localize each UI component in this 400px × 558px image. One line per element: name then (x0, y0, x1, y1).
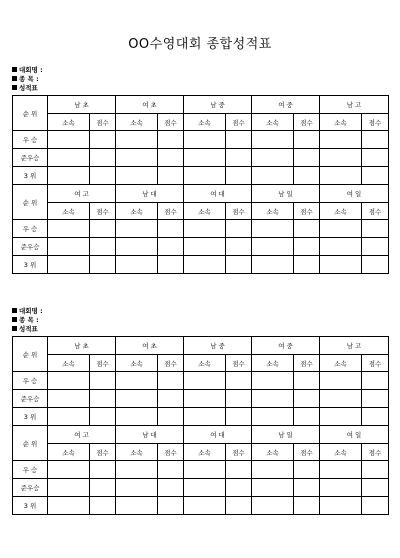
results-block-1 (12, 66, 388, 274)
group-header: 남 중 (184, 96, 252, 114)
sub-header-row (13, 444, 389, 461)
team-header: 소속 (184, 355, 226, 372)
rank-label: 우 승 (13, 461, 48, 479)
score-header: 점수 (90, 203, 116, 220)
rank-label: 준우승 (13, 479, 48, 497)
rank-label: 준우승 (13, 238, 48, 256)
event-label: 종 목 : (12, 75, 388, 84)
rank-label: 우 승 (13, 131, 48, 149)
team-header: 소속 (116, 203, 158, 220)
group-header: 남 일 (252, 185, 320, 203)
score-header: 점수 (362, 355, 389, 372)
group-header: 여 고 (48, 426, 116, 444)
table-row (13, 220, 389, 238)
square-bullet-icon (12, 76, 17, 81)
table-row (13, 256, 389, 274)
results-table-1 (12, 95, 389, 274)
square-bullet-icon (12, 326, 17, 331)
team-header: 소속 (184, 203, 226, 220)
group-header: 남 고 (320, 337, 389, 355)
score-header: 점수 (158, 444, 184, 461)
score-header: 점수 (90, 355, 116, 372)
score-header: 점수 (158, 114, 184, 131)
team-header: 소속 (252, 355, 294, 372)
team-header: 소속 (252, 444, 294, 461)
group-header: 여 중 (252, 96, 320, 114)
score-header: 점수 (294, 114, 320, 131)
team-header: 소속 (116, 444, 158, 461)
table-row (13, 390, 389, 408)
table-row (13, 408, 389, 426)
team-header: 소속 (252, 203, 294, 220)
team-header: 소속 (48, 203, 90, 220)
score-header: 점수 (294, 355, 320, 372)
group-header: 남 초 (48, 337, 116, 355)
group-header-row (13, 337, 389, 355)
team-header: 소속 (320, 203, 362, 220)
rank-header: 순 위 (13, 185, 48, 220)
rank-label: 우 승 (13, 220, 48, 238)
table-row (13, 131, 389, 149)
group-header-row (13, 185, 389, 203)
rank-header: 순 위 (13, 426, 48, 461)
table-row (13, 167, 389, 185)
group-header: 여 고 (48, 185, 116, 203)
score-header: 점수 (90, 444, 116, 461)
group-header: 여 일 (320, 426, 389, 444)
team-header: 소속 (116, 355, 158, 372)
group-header: 여 초 (116, 337, 184, 355)
table-row (13, 238, 389, 256)
rank-label: 3 위 (13, 167, 48, 185)
table-row (13, 479, 389, 497)
rank-label: 3 위 (13, 497, 48, 515)
team-header: 소속 (252, 114, 294, 131)
score-header: 점수 (362, 114, 389, 131)
results-label: 성적표 (12, 325, 388, 334)
team-header: 소속 (184, 444, 226, 461)
score-header: 점수 (226, 203, 252, 220)
table-row (13, 497, 389, 515)
group-header: 여 일 (320, 185, 389, 203)
rank-header: 순 위 (13, 337, 48, 372)
score-header: 점수 (226, 355, 252, 372)
square-bullet-icon (12, 308, 17, 313)
table-row (13, 149, 389, 167)
sub-header-row (13, 355, 389, 372)
rank-header: 순 위 (13, 96, 48, 131)
table-row (13, 372, 389, 390)
group-header: 여 중 (252, 337, 320, 355)
score-header: 점수 (294, 444, 320, 461)
rank-label: 3 위 (13, 408, 48, 426)
results-block-2 (12, 307, 388, 515)
group-header: 남 고 (320, 96, 389, 114)
team-header: 소속 (48, 355, 90, 372)
team-header: 소속 (48, 114, 90, 131)
team-header: 소속 (320, 355, 362, 372)
score-header: 점수 (362, 444, 389, 461)
square-bullet-icon (12, 85, 17, 90)
sub-header-row (13, 114, 389, 131)
rank-label: 준우승 (13, 390, 48, 408)
meet-name-label: 대회명 : (12, 307, 388, 316)
page-title: OO수영대회 종합성적표 (128, 37, 272, 52)
group-header: 여 초 (116, 96, 184, 114)
group-header: 남 일 (252, 426, 320, 444)
results-table-2 (12, 336, 389, 515)
score-header: 점수 (226, 444, 252, 461)
rank-label: 3 위 (13, 256, 48, 274)
group-header: 남 대 (116, 426, 184, 444)
rank-label: 준우승 (13, 149, 48, 167)
score-header: 점수 (226, 114, 252, 131)
group-header: 남 초 (48, 96, 116, 114)
group-header-row (13, 426, 389, 444)
square-bullet-icon (12, 317, 17, 322)
rank-label: 우 승 (13, 372, 48, 390)
group-header: 남 중 (184, 337, 252, 355)
table-row (13, 461, 389, 479)
team-header: 소속 (320, 114, 362, 131)
team-header: 소속 (320, 444, 362, 461)
score-header: 점수 (158, 355, 184, 372)
group-header: 여 대 (184, 185, 252, 203)
sub-header-row (13, 203, 389, 220)
team-header: 소속 (184, 114, 226, 131)
score-header: 점수 (90, 114, 116, 131)
results-label: 성적표 (12, 84, 388, 93)
square-bullet-icon (12, 67, 17, 72)
event-label: 종 목 : (12, 316, 388, 325)
group-header: 남 대 (116, 185, 184, 203)
score-header: 점수 (294, 203, 320, 220)
meet-name-label: 대회명 : (12, 66, 388, 75)
group-header-row (13, 96, 389, 114)
score-header: 점수 (362, 203, 389, 220)
team-header: 소속 (116, 114, 158, 131)
group-header: 여 대 (184, 426, 252, 444)
score-header: 점수 (158, 203, 184, 220)
team-header: 소속 (48, 444, 90, 461)
